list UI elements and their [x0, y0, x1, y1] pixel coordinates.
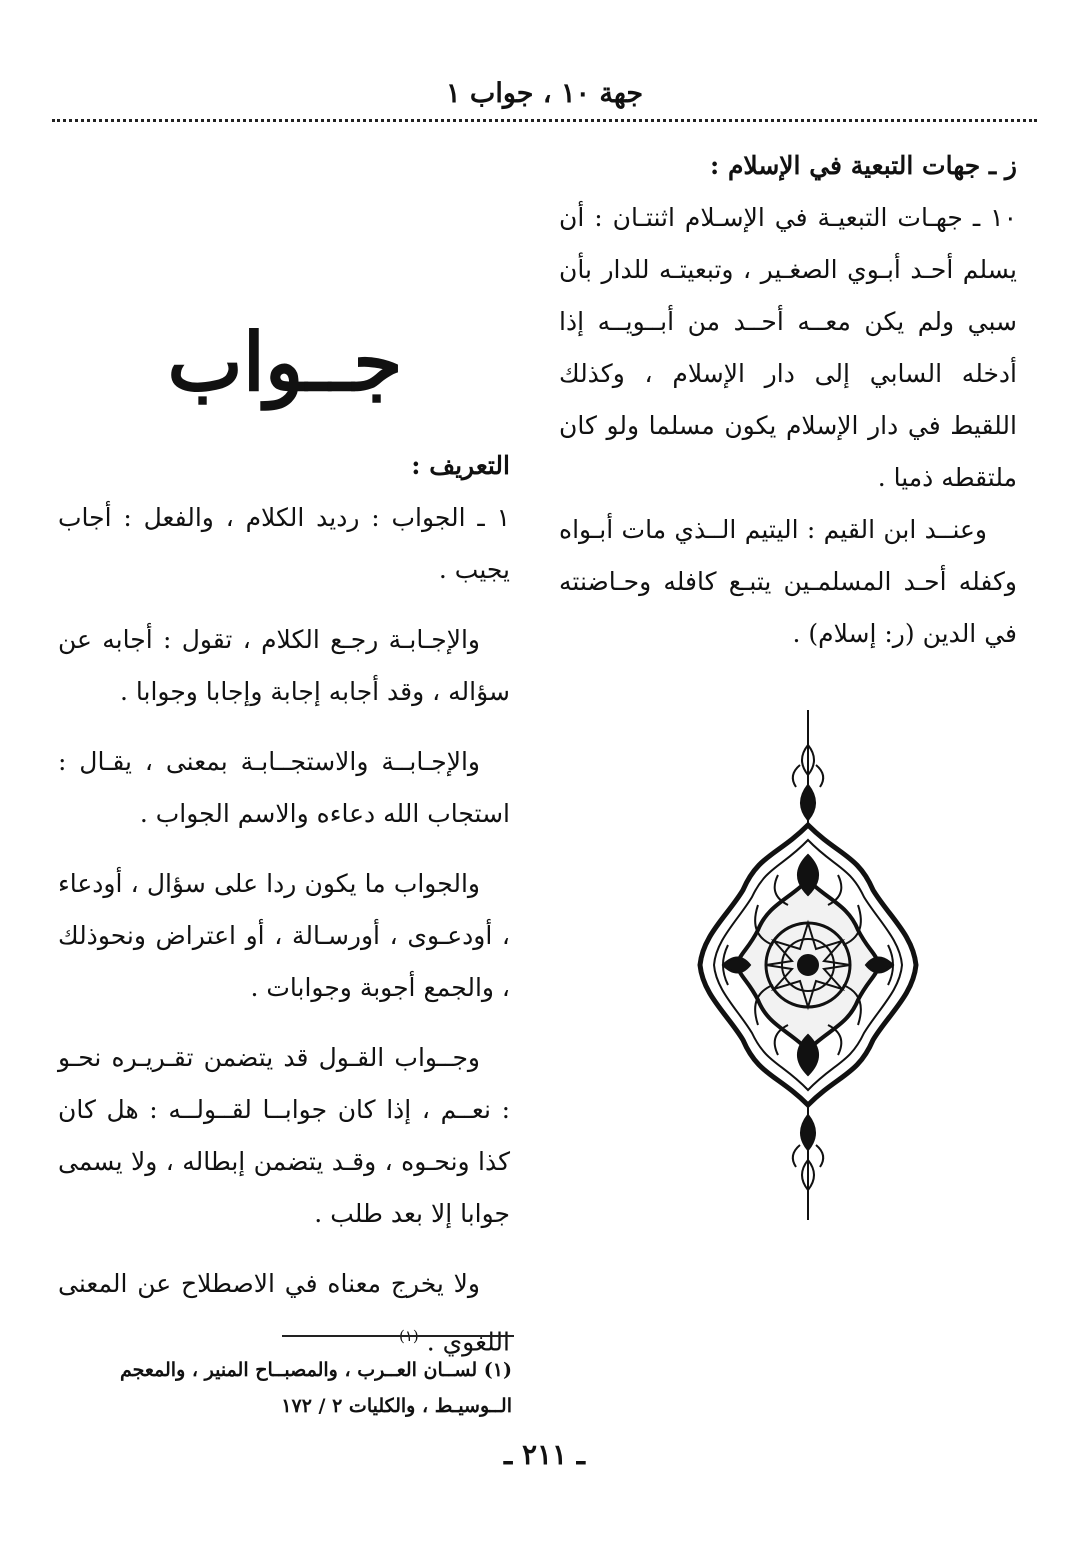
definition-paragraph: وجــواب القـول قد يتضمن تقـريـره نحـو : نعــم ، إذا كان جوابــا لقــولــه : هل كان كذا ونحـوه ، وقـد يتضمن إبطاله ، ولا يسمى جوابا إلا بعد طلب .: [58, 1043, 510, 1228]
entry-title: جــواب: [167, 315, 403, 409]
last-paragraph-text: ولا يخرج معناه في الاصطلاح عن المعنى اللغوي .: [58, 1269, 510, 1357]
definition-paragraph: والإجـابــة والاستجــابـة بمعنى ، يقـال : استجاب الله دعاءه والاسم الجواب .: [58, 747, 510, 828]
definition-paragraph: والإجـابـة رجـع الكلام ، تقول : أجابه عن سؤاله ، وقد أجابه إجابة وإجابا وجوابا .: [58, 625, 510, 706]
section-heading: ز ـ جهات التبعية في الإسلام :: [710, 151, 1017, 180]
arabesque-ornament-icon: [688, 705, 928, 1225]
left-column: [58, 440, 510, 1368]
running-title: جهة ١٠ ، جواب ١: [445, 78, 644, 109]
paragraph-ibn-qayyim: وعنــد ابن القيم : اليتيم الــذي مات أبـواه وكفله أحـد المسلمـين يتبـع كافله وحـاضنته في الدين (ر: إسلام) .: [559, 515, 1017, 648]
definition-paragraph: ١ ـ الجواب : رديد الكلام ، والفعل : أجاب يجيب .: [58, 503, 510, 584]
page-number: ـ ٢١١ ـ: [503, 1438, 586, 1471]
footnote-rule: [282, 1335, 514, 1337]
definition-paragraph: والجواب ما يكون ردا على سؤال ، أودعاء ، أودعـوى ، أورسـالة ، أو اعتراض ونحوذلك ، والجمع أجوبة وجوابات .: [58, 869, 510, 1002]
footnote: (١) لســان العــرب ، والمصبــاح المنير ، والمعجم الــوسيـط ، والكليات ٢ / ١٧٢: [119, 1359, 512, 1417]
definition-label: التعريف :: [411, 451, 510, 480]
paragraph-tabaiyya: ١٠ ـ جهـات التبعيـة في الإسـلام اثنتـان : أن يسلم أحـد أبـوي الصغـير ، وتبعيتـه للدار بأن سبي ولم يكن معــه أحــد من أبــويــه إذا أدخله السابي إلى دار الإسلام ، وكذلك اللقيط في دار الإسلام يكون مسلما ولو كان ملتقطه ذميا .: [559, 203, 1017, 492]
footnote-marker[interactable]: (١): [398, 1327, 419, 1345]
right-column: [559, 140, 1017, 660]
header-dotted-rule: [52, 119, 1037, 122]
